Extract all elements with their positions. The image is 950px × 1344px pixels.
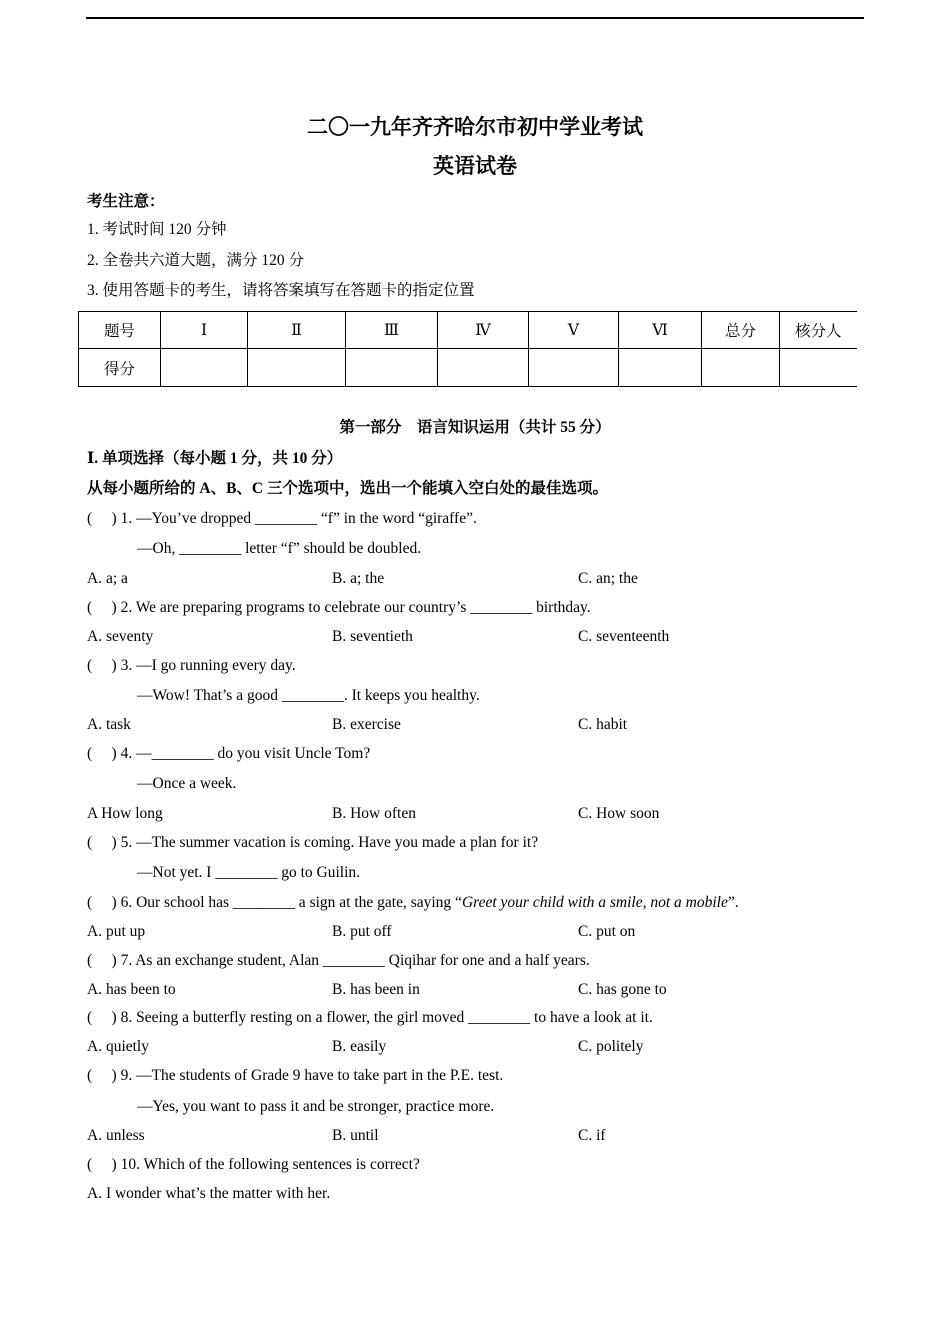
q7-option-a: A. has been to	[87, 981, 176, 998]
q10-option-a: A. I wonder what’s the matter with her.	[87, 1185, 331, 1202]
q5-stem: ( ) 5. —The summer vacation is coming. Have you made a plan for it?	[87, 834, 539, 851]
score-cell	[161, 349, 248, 387]
q9-stem: ( ) 9. —The students of Grade 9 have to take part in the P.E. test.	[87, 1067, 504, 1084]
score-header-cell: Ⅰ	[161, 312, 248, 349]
score-cell	[619, 349, 702, 387]
q8-stem: ( ) 8. Seeing a butterfly resting on a flower, the girl moved ________ to have a look at it.	[87, 1009, 653, 1026]
q4-stem: ( ) 4. —________ do you visit Uncle Tom?	[87, 745, 371, 762]
score-cell	[780, 349, 857, 387]
q2-option-c: C. seventeenth	[578, 628, 670, 645]
exam-title: 二〇一九年齐齐哈尔市初中学业考试	[307, 115, 643, 139]
q3-stem2: —Wow! That’s a good ________. It keeps you healthy.	[137, 687, 480, 704]
q3-option-c: C. habit	[578, 716, 628, 733]
q6-option-b: B. put off	[332, 923, 392, 940]
top-rule	[86, 17, 864, 19]
q1-stem: ( ) 1. —You’ve dropped ________ “f” in the word “giraffe”.	[87, 510, 477, 527]
exam-subtitle: 英语试卷	[433, 154, 517, 178]
score-row-label: 得分	[79, 349, 161, 387]
q6-stem	[87, 893, 739, 913]
score-table	[78, 311, 857, 387]
q2-stem: ( ) 2. We are preparing programs to celebrate our country’s ________ birthday.	[87, 599, 591, 616]
q4-stem2: —Once a week.	[137, 775, 237, 792]
notice-heading: 考生注意：	[87, 193, 165, 210]
q8-option-b: B. easily	[332, 1038, 387, 1055]
q4-option-a: A How long	[87, 805, 163, 822]
score-header-cell: Ⅵ	[619, 312, 702, 349]
q9-option-b: B. until	[332, 1127, 379, 1144]
q6-option-c: C. put on	[578, 923, 636, 940]
score-cell	[438, 349, 529, 387]
q3-option-a: A. task	[87, 716, 131, 733]
q8-option-c: C. politely	[578, 1038, 644, 1055]
score-header-cell: 核分人	[780, 312, 857, 349]
q10-stem: ( ) 10. Which of the following sentences is correct?	[87, 1156, 420, 1173]
q7-option-c: C. has gone to	[578, 981, 667, 998]
score-header-cell: Ⅲ	[346, 312, 438, 349]
score-header-cell: Ⅳ	[438, 312, 529, 349]
q4-option-c: C. How soon	[578, 805, 660, 822]
q4-option-b: B. How often	[332, 805, 416, 822]
q2-option-b: B. seventieth	[332, 628, 413, 645]
q7-option-b: B. has been in	[332, 981, 420, 998]
q1-stem2: —Oh, ________ letter “f” should be doubled.	[137, 540, 422, 557]
q7-stem: ( ) 7. As an exchange student, Alan ________ Qiqihar for one and a half years.	[87, 952, 590, 969]
q9-stem2: —Yes, you want to pass it and be stronger, practice more.	[137, 1098, 495, 1115]
notice-item-1: 1. 考试时间 120 分钟	[87, 221, 227, 238]
score-table-score-row	[79, 349, 857, 387]
q8-option-a: A. quietly	[87, 1038, 149, 1055]
score-table-header-row	[79, 312, 857, 349]
q6-option-a: A. put up	[87, 923, 146, 940]
score-cell	[346, 349, 438, 387]
score-header-cell: Ⅱ	[248, 312, 346, 349]
q3-option-b: B. exercise	[332, 716, 401, 733]
q9-option-c: C. if	[578, 1127, 606, 1144]
notice-item-2: 2. 全卷共六道大题，满分 120 分	[87, 252, 305, 269]
q6-stem-post: ”.	[727, 894, 739, 911]
score-header-cell: 总分	[702, 312, 780, 349]
score-header-cell: 题号	[79, 312, 161, 349]
q6-stem-quote: Greet your child with a smile, not a mobile	[461, 894, 728, 911]
q1-option-b: B. a; the	[332, 570, 385, 587]
q9-option-a: A. unless	[87, 1127, 145, 1144]
section1-title: Ⅰ. 单项选择（每小题 1 分，共 10 分）	[87, 450, 343, 467]
score-header-cell: Ⅴ	[529, 312, 619, 349]
q6-stem-pre: ( ) 6. Our school has ________ a sign at the gate, saying “	[87, 894, 462, 911]
score-cell	[529, 349, 619, 387]
q1-option-c: C. an; the	[578, 570, 638, 587]
score-cell	[702, 349, 780, 387]
q2-option-a: A. seventy	[87, 628, 154, 645]
notice-item-3: 3. 使用答题卡的考生，请将答案填写在答题卡的指定位置	[87, 282, 475, 299]
q5-stem2: —Not yet. I ________ go to Guilin.	[137, 864, 361, 881]
part1-title: 第一部分 语言知识运用（共计 55 分）	[339, 419, 611, 436]
q1-option-a: A. a; a	[87, 570, 128, 587]
section1-instruction: 从每小题所给的 A、B、C 三个选项中，选出一个能填入空白处的最佳选项。	[87, 480, 608, 497]
score-cell	[248, 349, 346, 387]
q3-stem: ( ) 3. —I go running every day.	[87, 657, 296, 674]
